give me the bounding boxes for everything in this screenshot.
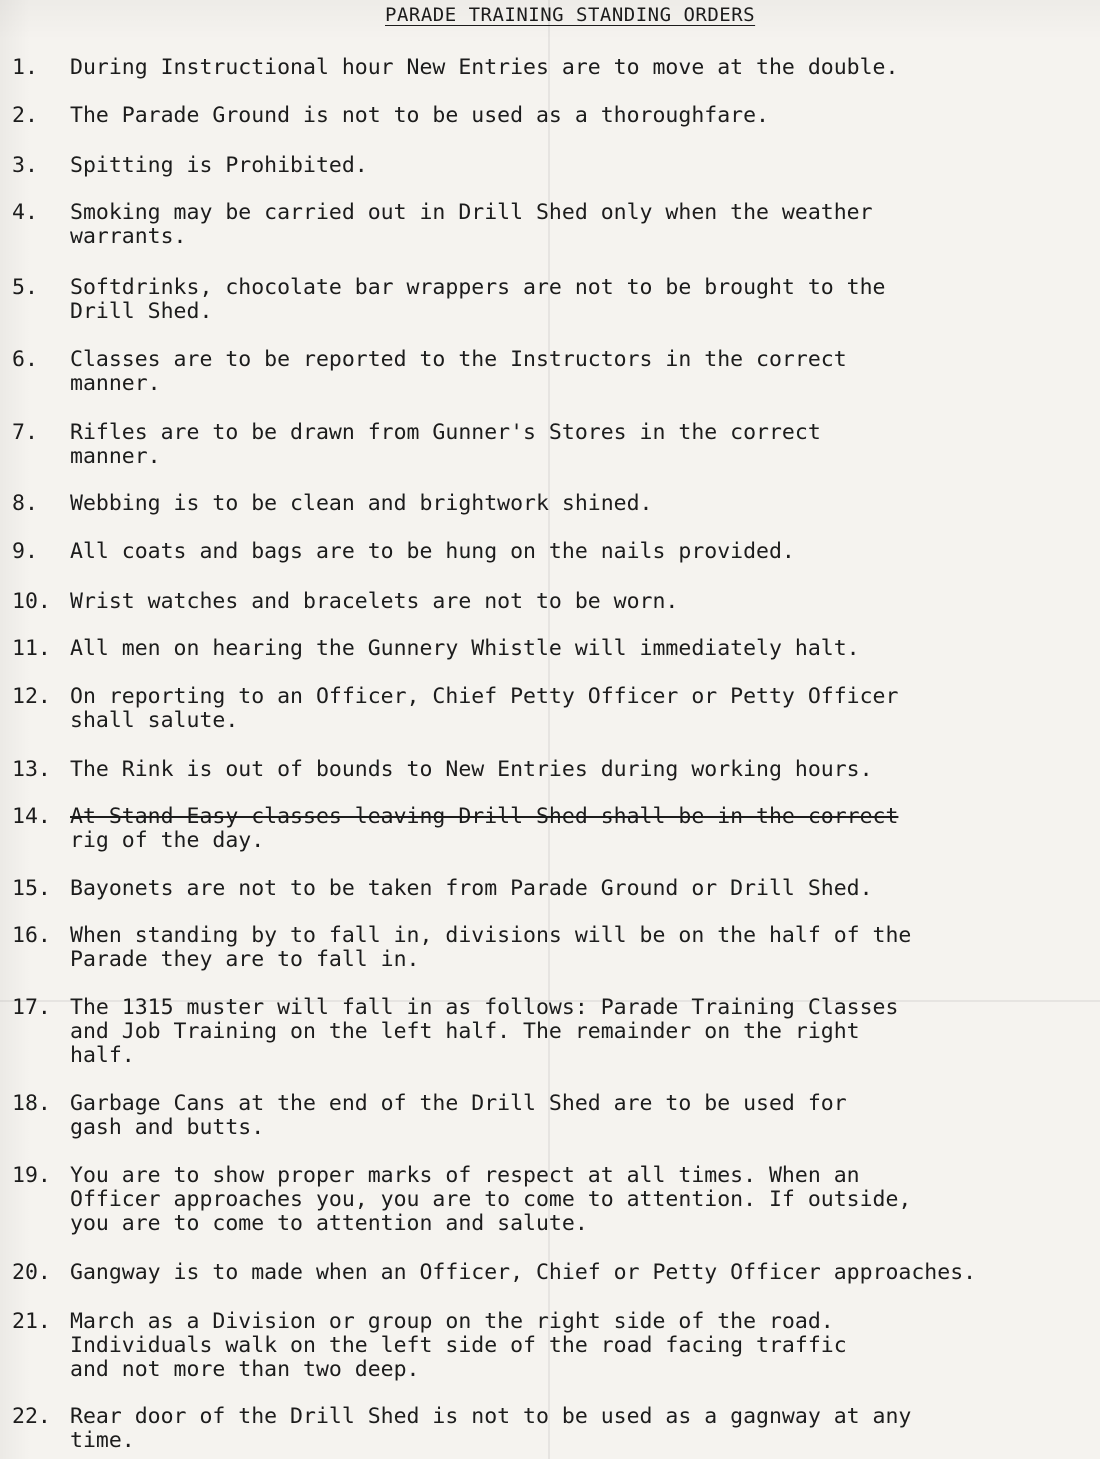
order-item (12, 492, 1092, 516)
order-text (70, 421, 821, 469)
order-line: you are to come to attention and salute. (70, 1211, 588, 1236)
order-line: Parade they are to fall in. (70, 947, 420, 972)
order-line: Smoking may be carried out in Drill Shed only when the weather (70, 200, 873, 225)
order-line: rig of the day. (70, 828, 265, 853)
order-line: Garbage Cans at the end of the Drill Shed are to be used for (70, 1091, 847, 1116)
order-item (12, 1405, 1092, 1453)
order-line: The 1315 muster will fall in as follows: Parade Training Classes (70, 995, 899, 1020)
order-number: 7. (12, 420, 38, 445)
order-text (70, 1092, 847, 1140)
order-number: 3. (12, 153, 38, 178)
order-line: All men on hearing the Gunnery Whistle will immediately halt. (70, 636, 860, 661)
order-text (70, 590, 678, 614)
order-line: When standing by to fall in, divisions will be on the half of the (70, 923, 912, 948)
order-line: half. (70, 1043, 135, 1068)
order-item (12, 996, 1092, 1068)
order-item (12, 154, 1092, 178)
order-number: 17. (12, 995, 51, 1020)
order-line: Drill Shed. (70, 299, 213, 324)
order-number: 22. (12, 1404, 51, 1429)
order-number: 2. (12, 103, 38, 128)
order-line: The Parade Ground is not to be used as a thoroughfare. (70, 103, 769, 128)
order-number: 15. (12, 876, 51, 901)
order-line: warrants. (70, 224, 187, 249)
order-item (12, 1092, 1092, 1140)
order-item (12, 1261, 1092, 1285)
order-number: 18. (12, 1091, 51, 1116)
order-number: 6. (12, 347, 38, 372)
order-number: 4. (12, 200, 38, 225)
order-item (12, 637, 1092, 661)
order-text (70, 1261, 976, 1285)
order-line: manner. (70, 444, 161, 469)
order-line: Softdrinks, chocolate bar wrappers are not to be brought to the (70, 275, 886, 300)
order-line: gash and butts. (70, 1115, 265, 1140)
order-text (70, 877, 873, 901)
order-text (70, 685, 898, 733)
order-text (70, 348, 847, 396)
order-line: On reporting to an Officer, Chief Petty Officer or Petty Officer (70, 684, 899, 709)
order-line: All coats and bags are to be hung on the nails provided. (70, 539, 795, 564)
order-line: Bayonets are not to be taken from Parade Ground or Drill Shed. (70, 876, 873, 901)
order-line: and Job Training on the left half. The remainder on the right (70, 1019, 860, 1044)
order-item (12, 685, 1092, 733)
order-item (12, 104, 1092, 128)
order-line: Rear door of the Drill Shed is not to be used as a gagnway at any (70, 1404, 912, 1429)
order-text (70, 1405, 911, 1453)
order-number: 1. (12, 55, 38, 80)
order-line: March as a Division or group on the right side of the road. (70, 1309, 834, 1334)
order-line: The Rink is out of bounds to New Entries during working hours. (70, 757, 873, 782)
order-item (12, 56, 1092, 80)
order-item (12, 758, 1092, 782)
order-number: 11. (12, 636, 51, 661)
order-item (12, 540, 1092, 564)
order-item (12, 805, 1092, 853)
order-text (70, 201, 873, 249)
order-text (70, 805, 898, 853)
order-text (70, 996, 898, 1068)
order-item (12, 1310, 1092, 1382)
order-text (70, 758, 873, 782)
order-line: Wrist watches and bracelets are not to be worn. (70, 589, 679, 614)
order-item (12, 276, 1092, 324)
order-line: shall salute. (70, 708, 239, 733)
order-line: Webbing is to be clean and brightwork shined. (70, 491, 653, 516)
order-item (12, 348, 1092, 396)
order-number: 20. (12, 1260, 51, 1285)
order-number: 12. (12, 684, 51, 709)
order-line: During Instructional hour New Entries are to move at the double. (70, 55, 899, 80)
order-line: Officer approaches you, you are to come to attention. If outside, (70, 1187, 912, 1212)
order-number: 5. (12, 275, 38, 300)
order-line: manner. (70, 371, 161, 396)
order-number: 13. (12, 757, 51, 782)
order-text (70, 56, 898, 80)
order-item (12, 201, 1092, 249)
order-number: 9. (12, 539, 38, 564)
order-number: 16. (12, 923, 51, 948)
order-item (12, 924, 1092, 972)
order-line: Classes are to be reported to the Instructors in the correct (70, 347, 847, 372)
order-number: 10. (12, 589, 51, 614)
order-number: 8. (12, 491, 38, 516)
order-text (70, 924, 911, 972)
order-line: and not more than two deep. (70, 1357, 420, 1382)
order-line: Rifles are to be drawn from Gunner's Stores in the correct (70, 420, 821, 445)
order-text (70, 276, 885, 324)
order-line: time. (70, 1428, 135, 1453)
order-number: 14. (12, 804, 51, 829)
order-text (70, 1164, 911, 1236)
order-item (12, 421, 1092, 469)
order-text (70, 154, 368, 178)
order-item (12, 1164, 1092, 1236)
order-text (70, 104, 769, 128)
order-item (12, 590, 1092, 614)
order-text (70, 492, 652, 516)
order-text (70, 1310, 847, 1382)
order-text (70, 637, 860, 661)
order-line: You are to show proper marks of respect at all times. When an (70, 1163, 860, 1188)
order-line: Spitting is Prohibited. (70, 153, 368, 178)
order-number: 19. (12, 1163, 51, 1188)
order-item (12, 877, 1092, 901)
order-line: At Stand-Easy classes leaving Drill Shed shall be in the correct (70, 804, 899, 829)
order-line: Individuals walk on the left side of the road facing traffic (70, 1333, 847, 1358)
document-title: PARADE TRAINING STANDING ORDERS (385, 4, 756, 26)
order-text (70, 540, 795, 564)
order-number: 21. (12, 1309, 51, 1334)
order-line: Gangway is to made when an Officer, Chief or Petty Officer approaches. (70, 1260, 977, 1285)
